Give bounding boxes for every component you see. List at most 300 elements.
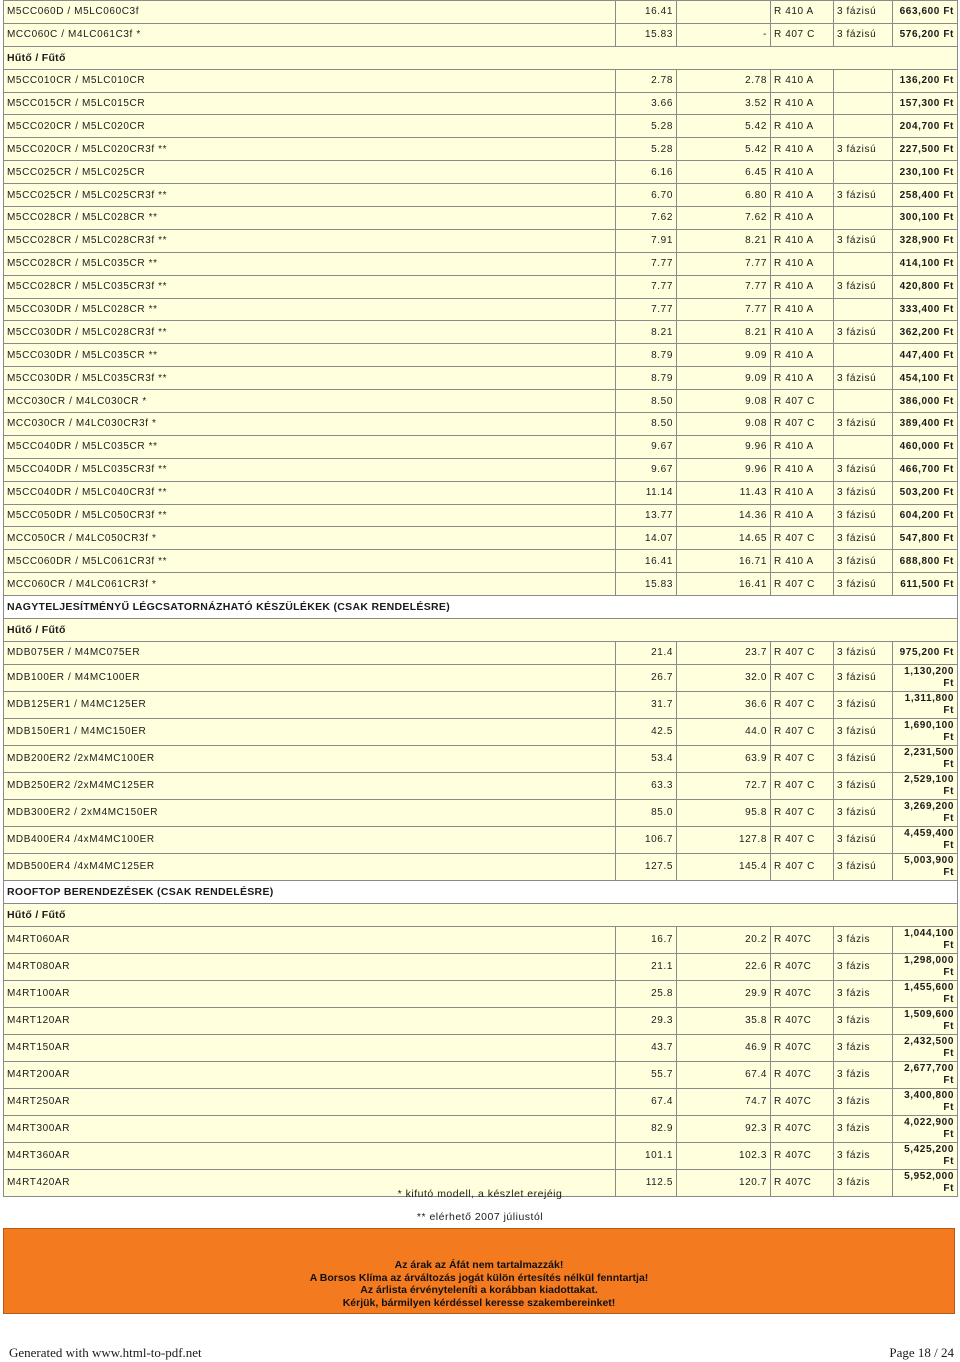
refrigerant-cell: R 407C <box>771 1061 834 1088</box>
refrigerant-cell: R 407 C <box>771 641 834 664</box>
table-row <box>4 745 958 772</box>
price-cell: 1,130,200 Ft <box>893 664 958 691</box>
phase-cell: 3 fázis <box>834 980 893 1007</box>
refrigerant-cell: R 407 C <box>771 745 834 772</box>
model-cell: M4RT360AR <box>4 1142 616 1169</box>
section-heat-cool-label: Hűtő / Fűtő <box>4 903 958 926</box>
refrigerant-cell: R 410 A <box>771 344 834 367</box>
phase-cell <box>834 115 893 138</box>
refrigerant-cell: R 407 C <box>771 573 834 596</box>
model-cell: M5CC010CR / M5LC010CR <box>4 69 616 92</box>
heating-capacity-cell: - <box>677 23 771 46</box>
cooling-capacity-cell: 8.21 <box>616 321 677 344</box>
phase-cell: 3 fázisú <box>834 799 893 826</box>
heating-capacity-cell: 44.0 <box>677 718 771 745</box>
cooling-capacity-cell: 9.67 <box>616 458 677 481</box>
model-cell: M5CC028CR / M5LC035CR3f ** <box>4 275 616 298</box>
phase-cell: 3 fázis <box>834 926 893 953</box>
cooling-capacity-cell: 82.9 <box>616 1115 677 1142</box>
price-cell: 2,231,500 Ft <box>893 745 958 772</box>
table-row <box>4 1115 958 1142</box>
cooling-capacity-cell: 55.7 <box>616 1061 677 1088</box>
phase-cell: 3 fázis <box>834 1169 893 1196</box>
refrigerant-cell: R 410 A <box>771 1 834 24</box>
heating-capacity-cell: 32.0 <box>677 664 771 691</box>
cooling-capacity-cell: 63.3 <box>616 772 677 799</box>
price-cell: 1,509,600 Ft <box>893 1007 958 1034</box>
heating-capacity-cell: 6.45 <box>677 161 771 184</box>
table-row <box>4 161 958 184</box>
cooling-capacity-cell: 101.1 <box>616 1142 677 1169</box>
model-cell: M4RT100AR <box>4 980 616 1007</box>
model-cell: M5CC040DR / M5LC040CR3f ** <box>4 481 616 504</box>
section-heat-cool <box>4 619 958 642</box>
table-row <box>4 229 958 252</box>
table-row <box>4 23 958 46</box>
section-heat-cool <box>4 46 958 69</box>
model-cell: M5CC020CR / M5LC020CR3f ** <box>4 138 616 161</box>
heating-capacity-cell: 20.2 <box>677 926 771 953</box>
price-cell: 1,690,100 Ft <box>893 718 958 745</box>
phase-cell: 3 fázis <box>834 953 893 980</box>
table-row <box>4 92 958 115</box>
heating-capacity-cell: 74.7 <box>677 1088 771 1115</box>
disclaimer-banner <box>3 1228 955 1314</box>
cooling-capacity-cell: 7.77 <box>616 275 677 298</box>
model-cell: M5CC050DR / M5LC050CR3f ** <box>4 504 616 527</box>
phase-cell <box>834 161 893 184</box>
price-cell: 333,400 Ft <box>893 298 958 321</box>
table-row <box>4 1088 958 1115</box>
heating-capacity-cell: 22.6 <box>677 953 771 980</box>
refrigerant-cell: R 410 A <box>771 138 834 161</box>
model-cell: MDB125ER1 / M4MC125ER <box>4 691 616 718</box>
table-row <box>4 573 958 596</box>
table-row <box>4 481 958 504</box>
heating-capacity-cell: 9.96 <box>677 435 771 458</box>
model-cell: MDB150ER1 / M4MC150ER <box>4 718 616 745</box>
model-cell: MDB400ER4 /4xM4MC100ER <box>4 826 616 853</box>
refrigerant-cell: R 407 C <box>771 23 834 46</box>
table-row <box>4 1061 958 1088</box>
heating-capacity-cell: 14.36 <box>677 504 771 527</box>
refrigerant-cell: R 410 A <box>771 481 834 504</box>
table-row <box>4 853 958 880</box>
table-row <box>4 926 958 953</box>
table-row <box>4 367 958 390</box>
cooling-capacity-cell: 25.8 <box>616 980 677 1007</box>
phase-cell: 3 fázisú <box>834 826 893 853</box>
phase-cell: 3 fázisú <box>834 413 893 436</box>
price-cell: 547,800 Ft <box>893 527 958 550</box>
price-table <box>3 0 958 1197</box>
price-cell: 1,044,100 Ft <box>893 926 958 953</box>
cooling-capacity-cell: 6.16 <box>616 161 677 184</box>
phase-cell: 3 fázisú <box>834 718 893 745</box>
cooling-capacity-cell: 11.14 <box>616 481 677 504</box>
price-cell: 258,400 Ft <box>893 184 958 207</box>
table-row <box>4 799 958 826</box>
model-cell: M5CC060D / M5LC060C3f <box>4 1 616 24</box>
table-row <box>4 115 958 138</box>
table-row <box>4 1142 958 1169</box>
heating-capacity-cell: 6.80 <box>677 184 771 207</box>
phase-cell <box>834 390 893 413</box>
refrigerant-cell: R 407C <box>771 926 834 953</box>
phase-cell: 3 fázis <box>834 1007 893 1034</box>
model-cell: M4RT120AR <box>4 1007 616 1034</box>
refrigerant-cell: R 407 C <box>771 718 834 745</box>
refrigerant-cell: R 407 C <box>771 664 834 691</box>
refrigerant-cell: R 410 A <box>771 367 834 390</box>
cooling-capacity-cell: 5.28 <box>616 138 677 161</box>
model-cell: M5CC030DR / M5LC035CR3f ** <box>4 367 616 390</box>
cooling-capacity-cell: 42.5 <box>616 718 677 745</box>
refrigerant-cell: R 407C <box>771 1142 834 1169</box>
phase-cell: 3 fázisú <box>834 184 893 207</box>
phase-cell: 3 fázisú <box>834 527 893 550</box>
cooling-capacity-cell: 15.83 <box>616 23 677 46</box>
heating-capacity-cell: 7.77 <box>677 298 771 321</box>
heating-capacity-cell <box>677 1 771 24</box>
cooling-capacity-cell: 8.79 <box>616 344 677 367</box>
section-heat-cool <box>4 903 958 926</box>
model-cell: MDB100ER / M4MC100ER <box>4 664 616 691</box>
section-heat-cool-label: Hűtő / Fűtő <box>4 46 958 69</box>
heating-capacity-cell: 67.4 <box>677 1061 771 1088</box>
price-cell: 328,900 Ft <box>893 229 958 252</box>
model-cell: M5CC028CR / M5LC028CR3f ** <box>4 229 616 252</box>
table-row <box>4 826 958 853</box>
banner-price-change-note: A Borsos Klíma az árváltozás jogát külön értesítés nélkül fenntartja! <box>309 1271 649 1284</box>
price-cell: 420,800 Ft <box>893 275 958 298</box>
heating-capacity-cell: 23.7 <box>677 641 771 664</box>
heating-capacity-cell: 5.42 <box>677 115 771 138</box>
table-row <box>4 980 958 1007</box>
model-cell: MDB250ER2 /2xM4MC125ER <box>4 772 616 799</box>
refrigerant-cell: R 407C <box>771 980 834 1007</box>
table-row <box>4 664 958 691</box>
refrigerant-cell: R 407C <box>771 1034 834 1061</box>
model-cell: MDB300ER2 / 2xM4MC150ER <box>4 799 616 826</box>
refrigerant-cell: R 410 A <box>771 298 834 321</box>
refrigerant-cell: R 410 A <box>771 435 834 458</box>
phase-cell: 3 fázisú <box>834 772 893 799</box>
price-cell: 2,432,500 Ft <box>893 1034 958 1061</box>
model-cell: M4RT060AR <box>4 926 616 953</box>
cooling-capacity-cell: 16.41 <box>616 550 677 573</box>
refrigerant-cell: R 410 A <box>771 161 834 184</box>
model-cell: MDB500ER4 /4xM4MC125ER <box>4 853 616 880</box>
heating-capacity-cell: 63.9 <box>677 745 771 772</box>
cooling-capacity-cell: 8.50 <box>616 413 677 436</box>
heating-capacity-cell: 36.6 <box>677 691 771 718</box>
refrigerant-cell: R 407C <box>771 1007 834 1034</box>
heating-capacity-cell: 2.78 <box>677 69 771 92</box>
price-cell: 688,800 Ft <box>893 550 958 573</box>
price-cell: 611,500 Ft <box>893 573 958 596</box>
table-row <box>4 691 958 718</box>
refrigerant-cell: R 410 A <box>771 69 834 92</box>
price-cell: 4,459,400 Ft <box>893 826 958 853</box>
model-cell: M4RT150AR <box>4 1034 616 1061</box>
cooling-capacity-cell: 14.07 <box>616 527 677 550</box>
model-cell: M5CC028CR / M5LC028CR ** <box>4 207 616 230</box>
table-row <box>4 413 958 436</box>
price-cell: 300,100 Ft <box>893 207 958 230</box>
cooling-capacity-cell: 26.7 <box>616 664 677 691</box>
model-cell: MDB200ER2 /2xM4MC100ER <box>4 745 616 772</box>
refrigerant-cell: R 407C <box>771 1169 834 1196</box>
price-cell: 975,200 Ft <box>893 641 958 664</box>
heating-capacity-cell: 9.08 <box>677 390 771 413</box>
phase-cell: 3 fázis <box>834 1088 893 1115</box>
cooling-capacity-cell: 5.28 <box>616 115 677 138</box>
phase-cell: 3 fázisú <box>834 367 893 390</box>
price-cell: 227,500 Ft <box>893 138 958 161</box>
price-cell: 460,000 Ft <box>893 435 958 458</box>
heating-capacity-cell: 9.96 <box>677 458 771 481</box>
cooling-capacity-cell: 43.7 <box>616 1034 677 1061</box>
cooling-capacity-cell: 112.5 <box>616 1169 677 1196</box>
table-row <box>4 138 958 161</box>
price-cell: 663,600 Ft <box>893 1 958 24</box>
price-list-sheet <box>3 0 957 1197</box>
cooling-capacity-cell: 21.1 <box>616 953 677 980</box>
phase-cell <box>834 435 893 458</box>
cooling-capacity-cell: 106.7 <box>616 826 677 853</box>
price-cell: 5,003,900 Ft <box>893 853 958 880</box>
section-rooftop-units-label: ROOFTOP BERENDEZÉSEK (CSAK RENDELÉSRE) <box>4 880 958 903</box>
refrigerant-cell: R 410 A <box>771 504 834 527</box>
cooling-capacity-cell: 6.70 <box>616 184 677 207</box>
price-cell: 362,200 Ft <box>893 321 958 344</box>
banner-vat-note: Az árak az Áfát nem tartalmazzák! <box>394 1259 564 1272</box>
model-cell: MCC060C / M4LC061C3f * <box>4 23 616 46</box>
phase-cell: 3 fázis <box>834 1034 893 1061</box>
table-row <box>4 344 958 367</box>
model-cell: M5CC028CR / M5LC035CR ** <box>4 252 616 275</box>
phase-cell: 3 fázisú <box>834 481 893 504</box>
phase-cell <box>834 252 893 275</box>
heating-capacity-cell: 11.43 <box>677 481 771 504</box>
note-discontinued: * kifutó modell, a készlet erejéig <box>397 1188 563 1200</box>
heating-capacity-cell: 16.41 <box>677 573 771 596</box>
cooling-capacity-cell: 67.4 <box>616 1088 677 1115</box>
cooling-capacity-cell: 31.7 <box>616 691 677 718</box>
model-cell: M5CC025CR / M5LC025CR <box>4 161 616 184</box>
cooling-capacity-cell: 127.5 <box>616 853 677 880</box>
section-ducted-units <box>4 596 958 619</box>
phase-cell: 3 fázisú <box>834 275 893 298</box>
price-cell: 3,400,800 Ft <box>893 1088 958 1115</box>
price-cell: 576,200 Ft <box>893 23 958 46</box>
price-cell: 3,269,200 Ft <box>893 799 958 826</box>
model-cell: MCC050CR / M4LC050CR3f * <box>4 527 616 550</box>
refrigerant-cell: R 407 C <box>771 691 834 718</box>
refrigerant-cell: R 410 A <box>771 207 834 230</box>
heating-capacity-cell: 95.8 <box>677 799 771 826</box>
cooling-capacity-cell: 29.3 <box>616 1007 677 1034</box>
heating-capacity-cell: 92.3 <box>677 1115 771 1142</box>
phase-cell: 3 fázis <box>834 1061 893 1088</box>
refrigerant-cell: R 410 A <box>771 275 834 298</box>
price-cell: 447,400 Ft <box>893 344 958 367</box>
table-row <box>4 772 958 799</box>
phase-cell: 3 fázisú <box>834 229 893 252</box>
refrigerant-cell: R 410 A <box>771 115 834 138</box>
refrigerant-cell: R 410 A <box>771 550 834 573</box>
heating-capacity-cell: 72.7 <box>677 772 771 799</box>
price-cell: 157,300 Ft <box>893 92 958 115</box>
phase-cell: 3 fázisú <box>834 550 893 573</box>
phase-cell: 3 fázis <box>834 1142 893 1169</box>
phase-cell: 3 fázisú <box>834 853 893 880</box>
phase-cell: 3 fázisú <box>834 504 893 527</box>
price-cell: 389,400 Ft <box>893 413 958 436</box>
refrigerant-cell: R 410 A <box>771 92 834 115</box>
table-row <box>4 298 958 321</box>
cooling-capacity-cell: 16.7 <box>616 926 677 953</box>
heating-capacity-cell: 14.65 <box>677 527 771 550</box>
cooling-capacity-cell: 85.0 <box>616 799 677 826</box>
footer-page-number: Page 18 / 24 <box>889 1345 954 1360</box>
cooling-capacity-cell: 8.50 <box>616 390 677 413</box>
price-cell: 5,425,200 Ft <box>893 1142 958 1169</box>
table-row <box>4 275 958 298</box>
refrigerant-cell: R 407C <box>771 953 834 980</box>
model-cell: M5CC060DR / M5LC061CR3f ** <box>4 550 616 573</box>
model-cell: MCC060CR / M4LC061CR3f * <box>4 573 616 596</box>
table-row <box>4 550 958 573</box>
phase-cell <box>834 298 893 321</box>
cooling-capacity-cell: 16.41 <box>616 1 677 24</box>
price-cell: 1,455,600 Ft <box>893 980 958 1007</box>
cooling-capacity-cell: 53.4 <box>616 745 677 772</box>
price-cell: 414,100 Ft <box>893 252 958 275</box>
model-cell: M4RT080AR <box>4 953 616 980</box>
model-cell: M5CC015CR / M5LC015CR <box>4 92 616 115</box>
heating-capacity-cell: 102.3 <box>677 1142 771 1169</box>
phase-cell: 3 fázisú <box>834 664 893 691</box>
price-cell: 204,700 Ft <box>893 115 958 138</box>
table-row <box>4 321 958 344</box>
price-cell: 1,298,000 Ft <box>893 953 958 980</box>
heating-capacity-cell: 120.7 <box>677 1169 771 1196</box>
cooling-capacity-cell: 7.77 <box>616 252 677 275</box>
heating-capacity-cell: 7.62 <box>677 207 771 230</box>
price-cell: 386,000 Ft <box>893 390 958 413</box>
heating-capacity-cell: 8.21 <box>677 229 771 252</box>
refrigerant-cell: R 410 A <box>771 321 834 344</box>
table-row <box>4 1 958 24</box>
phase-cell: 3 fázisú <box>834 641 893 664</box>
refrigerant-cell: R 407C <box>771 1088 834 1115</box>
refrigerant-cell: R 407 C <box>771 390 834 413</box>
phase-cell <box>834 344 893 367</box>
model-cell: M5CC030DR / M5LC035CR ** <box>4 344 616 367</box>
phase-cell: 3 fázisú <box>834 691 893 718</box>
heating-capacity-cell: 127.8 <box>677 826 771 853</box>
section-heat-cool-label: Hűtő / Fűtő <box>4 619 958 642</box>
model-cell: M5CC040DR / M5LC035CR ** <box>4 435 616 458</box>
price-cell: 1,311,800 Ft <box>893 691 958 718</box>
model-cell: M4RT420AR <box>4 1169 616 1196</box>
heating-capacity-cell: 35.8 <box>677 1007 771 1034</box>
banner-contact-note: Kérjük, bármilyen kérdéssel keresse szakembereinket! <box>342 1296 616 1309</box>
phase-cell: 3 fázis <box>834 1115 893 1142</box>
phase-cell: 3 fázisú <box>834 321 893 344</box>
phase-cell: 3 fázisú <box>834 745 893 772</box>
table-row <box>4 1034 958 1061</box>
heating-capacity-cell: 7.77 <box>677 275 771 298</box>
phase-cell <box>834 69 893 92</box>
refrigerant-cell: R 410 A <box>771 252 834 275</box>
table-row <box>4 184 958 207</box>
price-cell: 2,677,700 Ft <box>893 1061 958 1088</box>
heating-capacity-cell: 46.9 <box>677 1034 771 1061</box>
refrigerant-cell: R 407 C <box>771 826 834 853</box>
footer-generator: Generated with www.html-to-pdf.net <box>9 1345 202 1360</box>
model-cell: M4RT300AR <box>4 1115 616 1142</box>
cooling-capacity-cell: 2.78 <box>616 69 677 92</box>
heating-capacity-cell: 29.9 <box>677 980 771 1007</box>
heating-capacity-cell: 8.21 <box>677 321 771 344</box>
cooling-capacity-cell: 8.79 <box>616 367 677 390</box>
refrigerant-cell: R 407 C <box>771 772 834 799</box>
table-row <box>4 69 958 92</box>
heating-capacity-cell: 9.08 <box>677 413 771 436</box>
section-ducted-units-label: NAGYTELJESÍTMÉNYŰ LÉGCSATORNÁZHATÓ KÉSZÜLÉKEK (CSAK RENDELÉSRE) <box>4 596 958 619</box>
table-row <box>4 390 958 413</box>
price-table-body <box>4 1 958 1197</box>
model-cell: MCC030CR / M4LC030CR * <box>4 390 616 413</box>
price-cell: 503,200 Ft <box>893 481 958 504</box>
cooling-capacity-cell: 7.62 <box>616 207 677 230</box>
refrigerant-cell: R 410 A <box>771 229 834 252</box>
cooling-capacity-cell: 21.4 <box>616 641 677 664</box>
model-cell: MCC030CR / M4LC030CR3f * <box>4 413 616 436</box>
table-row <box>4 1007 958 1034</box>
table-row <box>4 435 958 458</box>
heating-capacity-cell: 16.71 <box>677 550 771 573</box>
cooling-capacity-cell: 15.83 <box>616 573 677 596</box>
phase-cell <box>834 207 893 230</box>
phase-cell <box>834 92 893 115</box>
cooling-capacity-cell: 13.77 <box>616 504 677 527</box>
price-cell: 604,200 Ft <box>893 504 958 527</box>
price-cell: 5,952,000 Ft <box>893 1169 958 1196</box>
table-row <box>4 527 958 550</box>
refrigerant-cell: R 407 C <box>771 413 834 436</box>
note-available-from: ** elérhető 2007 júliustól <box>416 1211 544 1223</box>
heating-capacity-cell: 3.52 <box>677 92 771 115</box>
price-cell: 454,100 Ft <box>893 367 958 390</box>
cooling-capacity-cell: 9.67 <box>616 435 677 458</box>
table-row <box>4 252 958 275</box>
model-cell: M5CC030DR / M5LC028CR ** <box>4 298 616 321</box>
table-row <box>4 953 958 980</box>
model-cell: M5CC030DR / M5LC028CR3f ** <box>4 321 616 344</box>
phase-cell: 3 fázisú <box>834 458 893 481</box>
table-row <box>4 718 958 745</box>
refrigerant-cell: R 410 A <box>771 458 834 481</box>
banner-validity-note: Az árlista érvényteleníti a korábban kiadottakat. <box>360 1284 598 1297</box>
heating-capacity-cell: 145.4 <box>677 853 771 880</box>
phase-cell: 3 fázisú <box>834 138 893 161</box>
model-cell: M5CC040DR / M5LC035CR3f ** <box>4 458 616 481</box>
section-rooftop-units <box>4 880 958 903</box>
